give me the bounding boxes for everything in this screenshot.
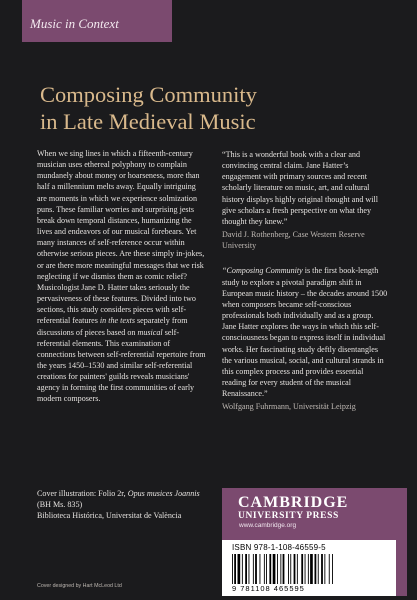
- endorsement-quote-2: “Composing Community is the first book-length study to explore a pivotal paradigm shift in European music history – the decades around 1500 when composers became self-conscious professionals both individually and as a group. Jane Hatter explores the ways in which this self-consciousness began to express itself in individual works. Her fascinating study deftly disentangles the various musical, social, and cultural strands in this complex process and provides essential reading for every student of the musical Renaissance.”: [222, 266, 388, 399]
- publisher-box: [222, 488, 407, 596]
- barcode-image: [232, 554, 382, 584]
- cover-illustration-credit: Cover illustration: Folio 2r, Opus musices Joannis (BH Ms. 835) Biblioteca Histórica, Universitat de València: [37, 489, 200, 521]
- designer-credit: Cover designed by Hart McLeod Ltd: [37, 583, 122, 589]
- series-banner: [22, 0, 172, 42]
- barcode-number: 9 781108 465595: [232, 584, 305, 593]
- title-line-1: Composing Community: [40, 82, 257, 107]
- endorsement-attribution-1: David J. Rothenberg, Case Western Reserve University: [222, 230, 365, 251]
- book-title: [40, 81, 400, 135]
- isbn-label: ISBN 978-1-108-46559-5: [232, 543, 326, 552]
- description-text: When we sing lines in which a fifteenth-century musician uses ethereal polyphony to complain mundanely about money or hoarseness, more than half a millennium melts away. Equally intriguing are moments in which we experience solmization puns. These familiar worries and surprising jests break down temporal distances, humanizing the lives and endeavors of our musical forebears. Yet many instances of self-reference occur within otherwise serious pieces. Are these simply in-jokes, or are there more meaningful messages that we risk neglecting if we dismiss them as comic relief? Musicologist Jane D. Hatter takes seriously the pervasiveness of these features. Divided into two sections, this study considers pieces with self-referential features in the texts separately from discussions of pieces based on musical self-referential elements. This examination of connections between self-referential repertoire from the years 1450–1530 and similar self-referential creations for painters' guilds reveals musicians' agency in forming the first communities of early modern composers.: [37, 149, 206, 404]
- publisher-name: CAMBRIDGE: [238, 494, 349, 511]
- barcode-panel: [222, 540, 396, 596]
- endorsement-attribution-2: Wolfgang Fuhrmann, Universität Leipzig: [222, 402, 356, 412]
- series-name: Music in Context: [30, 16, 119, 31]
- title-line-2: in Late Medieval Music: [40, 109, 256, 134]
- publisher-website: www.cambridge.org: [239, 522, 297, 529]
- endorsements-column: [222, 149, 388, 412]
- endorsement-quote-1: “This is a wonderful book with a clear and convincing central claim. Jane Hatter’s engagement with primary sources and recent scholarly literature on music, art, and cultural history displays highly original thought and will give scholars a fresh perspective on what they thought they knew.”: [222, 150, 379, 226]
- description-column: [37, 148, 207, 405]
- publisher-press: UNIVERSITY PRESS: [238, 511, 339, 521]
